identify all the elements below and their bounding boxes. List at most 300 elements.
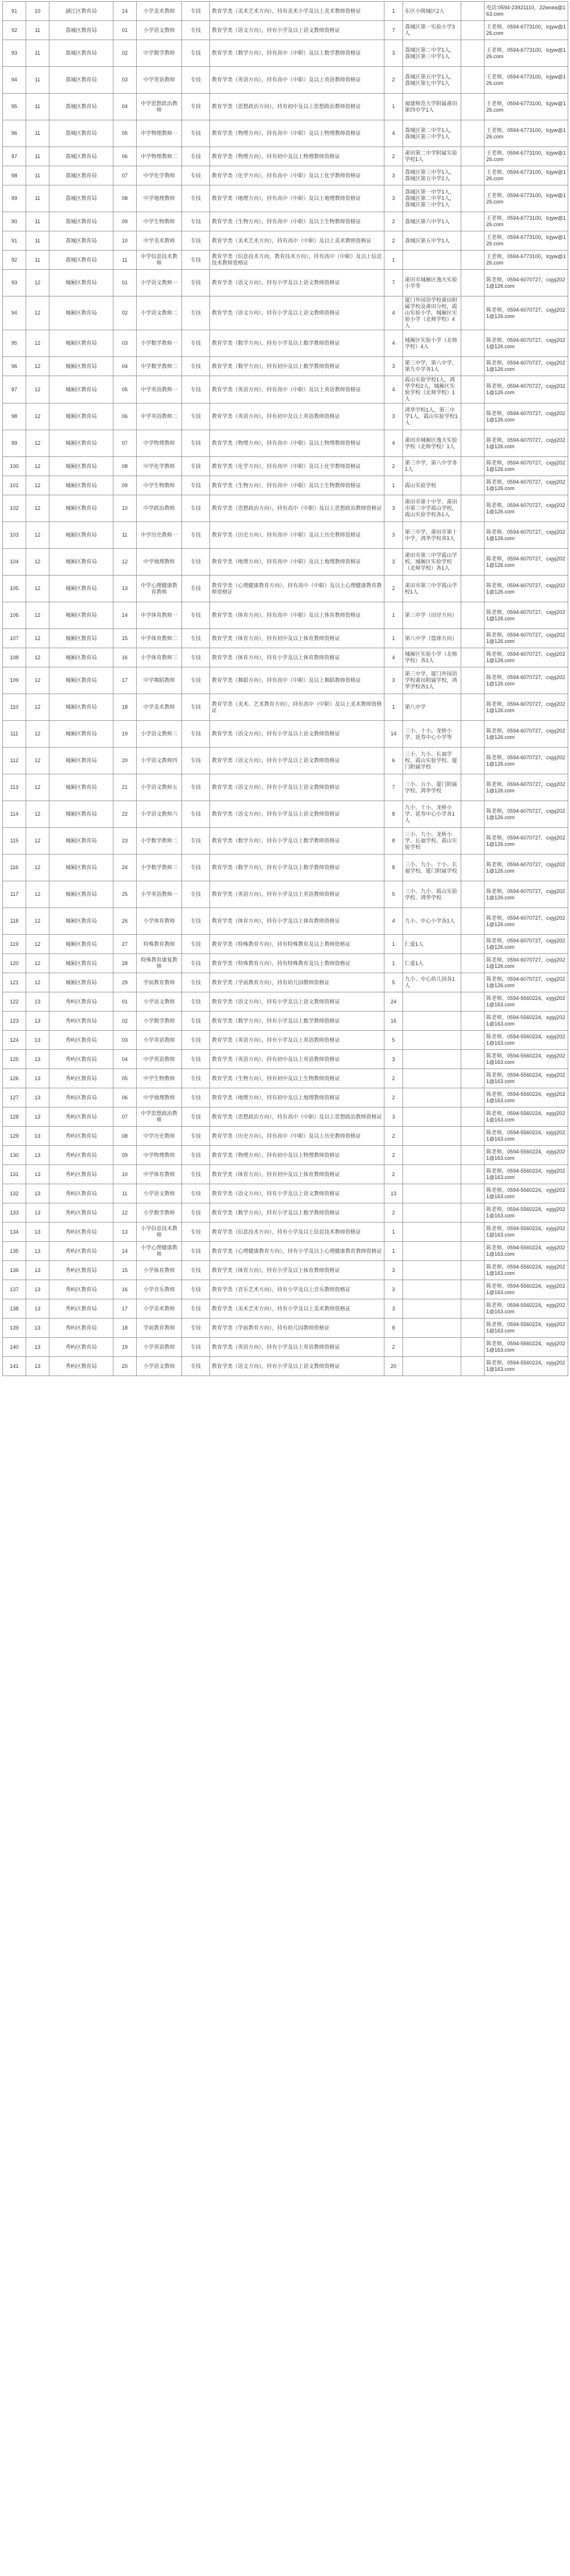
headcount-cell: 2: [384, 1165, 403, 1184]
post-category-cell: 专技: [182, 120, 210, 147]
remarks-cell: [461, 476, 484, 495]
table-row: [3, 1069, 568, 1088]
contact-cell: 陈老师，0594-6070727，cxjyj2021@126.com: [484, 403, 568, 430]
post-code-cell: 02: [113, 296, 137, 330]
hiring-unit-cell: 秀屿区教育局: [49, 1088, 113, 1107]
post-category-cell: 专技: [182, 522, 210, 549]
remarks-cell: [461, 721, 484, 748]
hiring-unit-cell: 秀屿区教育局: [49, 1299, 113, 1319]
post-code-cell: 04: [113, 1050, 137, 1069]
post-code-cell: 10: [113, 1165, 137, 1184]
requirements-cell: 教育学类（生物方向），持有高中（中职）及以上生物教师资格证: [210, 476, 384, 495]
table-row: [3, 522, 568, 549]
post-name-cell: 中学物理教师: [137, 1146, 182, 1165]
table-row: [3, 1280, 568, 1299]
post-name-cell: 特殊教育康复教师: [137, 954, 182, 973]
row-number-cell: 95: [3, 94, 26, 120]
contact-cell: 陈老师，0594-6070727，cxjyj2021@126.com: [484, 522, 568, 549]
post-category-cell: 专技: [182, 1165, 210, 1184]
table-row: [3, 2, 568, 21]
hiring-unit-cell: 城厢区教育局: [49, 667, 113, 694]
post-name-cell: 中学物理教师: [137, 430, 182, 457]
contact-cell: 陈老师，0594-6070727，cxjyj2021@126.com: [484, 908, 568, 935]
row-number-cell: 101: [3, 476, 26, 495]
row-number-cell: 94: [3, 296, 26, 330]
hiring-unit-cell: 城厢区教育局: [49, 476, 113, 495]
hiring-unit-cell: 秀屿区教育局: [49, 1127, 113, 1146]
remarks-cell: [461, 1088, 484, 1107]
requirements-cell: 教育学类（数学方向），持有小学及以上数学教师资格证: [210, 855, 384, 881]
headcount-cell: 5: [384, 973, 403, 992]
headcount-cell: 4: [384, 648, 403, 667]
headcount-cell: 3: [384, 1280, 403, 1299]
requirements-cell: 教育学类（物理方向），持有高中（中职）及以上物理教师资格证: [210, 430, 384, 457]
remarks-cell: [461, 376, 484, 403]
unit-code-cell: 13: [26, 1107, 49, 1127]
row-number-cell: 131: [3, 1165, 26, 1184]
headcount-cell: 3: [384, 522, 403, 549]
contact-cell: 王老师，0594-6773100，lcjyw@126.com: [484, 251, 568, 270]
remarks-cell: [461, 549, 484, 576]
contact-cell: 王老师，0594-6773100，lcjyw@126.com: [484, 185, 568, 212]
row-number-cell: 118: [3, 908, 26, 935]
hiring-unit-cell: 城厢区教育局: [49, 296, 113, 330]
row-number-cell: 93: [3, 270, 26, 296]
contact-cell: 陈老师，0594-6070727，cxjyj2021@126.com: [484, 376, 568, 403]
headcount-cell: 8: [384, 1319, 403, 1338]
school-note-cell: 莆田市城厢区逸夫实验学校（北师学校）1人: [403, 430, 461, 457]
contact-cell: 陈老师，0594-6070727，cxjyj2021@126.com: [484, 270, 568, 296]
post-code-cell: 06: [113, 147, 137, 166]
post-name-cell: 中学美术教师: [137, 694, 182, 721]
row-number-cell: 136: [3, 1261, 26, 1280]
headcount-cell: 20: [384, 1357, 403, 1376]
remarks-cell: [461, 908, 484, 935]
unit-code-cell: 13: [26, 1184, 49, 1203]
requirements-cell: 教育学类（数学方向），持有小学及以上数学教师资格证: [210, 1012, 384, 1031]
hiring-unit-cell: 秀屿区教育局: [49, 1280, 113, 1299]
headcount-cell: 1: [384, 954, 403, 973]
requirements-cell: 教育学类（体育方向），持有初中及以上体育教师资格证: [210, 1165, 384, 1184]
row-number-cell: 125: [3, 1050, 26, 1069]
post-name-cell: 小学语文教师: [137, 1357, 182, 1376]
remarks-cell: [461, 430, 484, 457]
contact-cell: 陈老师，0594-5560224，xyjyj2021@163.com: [484, 1146, 568, 1165]
post-category-cell: 专技: [182, 495, 210, 522]
requirements-cell: 教育学类（英语方向），持有高中（中职）及以上英语教师资格证: [210, 67, 384, 94]
requirements-cell: 教育学类（语文方向），持有小学及以上语文教师资格证: [210, 992, 384, 1012]
post-name-cell: 小学英语教师: [137, 1031, 182, 1050]
remarks-cell: [461, 1127, 484, 1146]
school-note-cell: 荔城区第二中学1人，荔城区第三中学1人: [403, 40, 461, 67]
unit-code-cell: 10: [26, 2, 49, 21]
contact-cell: 陈老师，0594-6070727，cxjyj2021@126.com: [484, 881, 568, 908]
post-code-cell: 15: [113, 629, 137, 648]
row-number-cell: 97: [3, 147, 26, 166]
school-note-cell: [403, 1088, 461, 1107]
row-number-cell: 108: [3, 648, 26, 667]
unit-code-cell: 12: [26, 495, 49, 522]
school-note-cell: [403, 992, 461, 1012]
hiring-unit-cell: 秀屿区教育局: [49, 1107, 113, 1127]
unit-code-cell: 12: [26, 801, 49, 828]
row-number-cell: 128: [3, 1107, 26, 1127]
unit-code-cell: 13: [26, 1146, 49, 1165]
post-name-cell: 中学英语教师一: [137, 376, 182, 403]
remarks-cell: [461, 1299, 484, 1319]
post-category-cell: 专技: [182, 1261, 210, 1280]
post-name-cell: 小学语文教师二: [137, 296, 182, 330]
unit-code-cell: 12: [26, 721, 49, 748]
post-category-cell: 专技: [182, 1299, 210, 1319]
hiring-unit-cell: 城厢区教育局: [49, 430, 113, 457]
post-name-cell: 中学政治教师: [137, 495, 182, 522]
recruitment-table: [2, 1, 568, 1376]
remarks-cell: [461, 1280, 484, 1299]
row-number-cell: 117: [3, 881, 26, 908]
table-row: [3, 21, 568, 40]
post-code-cell: 21: [113, 774, 137, 801]
row-number-cell: 134: [3, 1223, 26, 1242]
post-name-cell: 中学化学教师: [137, 166, 182, 185]
table-row: [3, 357, 568, 376]
post-category-cell: 专技: [182, 94, 210, 120]
post-name-cell: 中学美术教师: [137, 231, 182, 251]
post-code-cell: 20: [113, 1357, 137, 1376]
post-code-cell: 02: [113, 1012, 137, 1031]
school-note-cell: 莆田市第十中学、莆田市第三中学霞山学校，霞山实验学校各1人: [403, 495, 461, 522]
hiring-unit-cell: 城厢区教育局: [49, 694, 113, 721]
headcount-cell: 2: [384, 1127, 403, 1146]
post-category-cell: 专技: [182, 147, 210, 166]
school-note-cell: 莆田市第三中学霞山学校，城厢区实验学校（北师学校）各1人: [403, 549, 461, 576]
school-note-cell: [403, 1127, 461, 1146]
requirements-cell: 教育学类（美术艺术方向），持有美术小学及以上美术教师资格证: [210, 2, 384, 21]
post-name-cell: 小学语文教师三: [137, 721, 182, 748]
remarks-cell: [461, 1031, 484, 1050]
post-code-cell: 05: [113, 120, 137, 147]
unit-code-cell: 11: [26, 212, 49, 231]
remarks-cell: [461, 576, 484, 602]
hiring-unit-cell: 城厢区教育局: [49, 748, 113, 774]
row-number-cell: 124: [3, 1031, 26, 1050]
remarks-cell: [461, 881, 484, 908]
remarks-cell: [461, 1069, 484, 1088]
post-name-cell: 中学物理教师二: [137, 147, 182, 166]
post-code-cell: 06: [113, 1088, 137, 1107]
row-number-cell: 129: [3, 1127, 26, 1146]
hiring-unit-cell: 城厢区教育局: [49, 330, 113, 357]
school-note-cell: 荔城区第五中学1人: [403, 231, 461, 251]
headcount-cell: 3: [384, 166, 403, 185]
headcount-cell: 2: [384, 1146, 403, 1165]
post-category-cell: 专技: [182, 1223, 210, 1242]
row-number-cell: 123: [3, 1012, 26, 1031]
headcount-cell: 2: [384, 1088, 403, 1107]
hiring-unit-cell: 秀屿区教育局: [49, 1031, 113, 1050]
table-body: [3, 2, 568, 1376]
row-number-cell: 91: [3, 231, 26, 251]
post-category-cell: 专技: [182, 296, 210, 330]
headcount-cell: 4: [384, 376, 403, 403]
post-name-cell: 小学信息技术教师: [137, 1223, 182, 1242]
row-number-cell: 137: [3, 1280, 26, 1299]
school-note-cell: [403, 1280, 461, 1299]
headcount-cell: 24: [384, 992, 403, 1012]
remarks-cell: [461, 457, 484, 476]
post-code-cell: 07: [113, 430, 137, 457]
unit-code-cell: 12: [26, 296, 49, 330]
remarks-cell: [461, 251, 484, 270]
post-category-cell: 专技: [182, 1319, 210, 1338]
requirements-cell: 教育学类（舞蹈方向），持有高中（中职）及以上舞蹈教师资格证: [210, 667, 384, 694]
headcount-cell: 3: [384, 1261, 403, 1280]
post-code-cell: 08: [113, 457, 137, 476]
table-row: [3, 1088, 568, 1107]
row-number-cell: 96: [3, 120, 26, 147]
hiring-unit-cell: 荔城区教育局: [49, 166, 113, 185]
hiring-unit-cell: 城厢区教育局: [49, 954, 113, 973]
remarks-cell: [461, 1261, 484, 1280]
post-name-cell: 中学英语教师二: [137, 403, 182, 430]
post-code-cell: 07: [113, 1107, 137, 1127]
row-number-cell: 102: [3, 495, 26, 522]
headcount-cell: 2: [384, 1203, 403, 1223]
post-category-cell: 专技: [182, 1107, 210, 1127]
remarks-cell: [461, 954, 484, 973]
headcount-cell: 8: [384, 801, 403, 828]
school-note-cell: 三小、九小、霞山实验学校、鸿华学校: [403, 881, 461, 908]
hiring-unit-cell: 荔城区教育局: [49, 40, 113, 67]
row-number-cell: 126: [3, 1069, 26, 1088]
post-category-cell: 专技: [182, 881, 210, 908]
remarks-cell: [461, 94, 484, 120]
post-code-cell: 11: [113, 1184, 137, 1203]
school-note-cell: [403, 1146, 461, 1165]
post-code-cell: 01: [113, 992, 137, 1012]
post-category-cell: 专技: [182, 774, 210, 801]
school-note-cell: [403, 1031, 461, 1050]
contact-cell: 陈老师，0594-6070727，cxjyj2021@126.com: [484, 330, 568, 357]
hiring-unit-cell: 秀屿区教育局: [49, 1223, 113, 1242]
hiring-unit-cell: 荔城区教育局: [49, 212, 113, 231]
contact-cell: 陈老师，0594-6070727，cxjyj2021@126.com: [484, 855, 568, 881]
remarks-cell: [461, 694, 484, 721]
post-code-cell: 18: [113, 1319, 137, 1338]
hiring-unit-cell: 秀屿区教育局: [49, 1242, 113, 1261]
table-row: [3, 376, 568, 403]
post-code-cell: 13: [113, 576, 137, 602]
school-note-cell: [403, 1223, 461, 1242]
row-number-cell: 104: [3, 549, 26, 576]
post-category-cell: 专技: [182, 1012, 210, 1031]
hiring-unit-cell: 荔城区教育局: [49, 21, 113, 40]
post-category-cell: 专技: [182, 1184, 210, 1203]
post-category-cell: 专技: [182, 549, 210, 576]
post-code-cell: 19: [113, 1338, 137, 1357]
unit-code-cell: 13: [26, 1319, 49, 1338]
remarks-cell: [461, 357, 484, 376]
row-number-cell: 100: [3, 457, 26, 476]
school-note-cell: [403, 1357, 461, 1376]
hiring-unit-cell: 荔城区教育局: [49, 185, 113, 212]
requirements-cell: 教育学类（美术艺术方向），持有高中（中职）及以上美术教师资格证: [210, 231, 384, 251]
requirements-cell: 教育学类（心理健康教育方向），持有小学及以上心理健康教育教师资格证: [210, 1242, 384, 1261]
table-row: [3, 147, 568, 166]
post-code-cell: 09: [113, 212, 137, 231]
row-number-cell: 92: [3, 21, 26, 40]
post-name-cell: 中学心理健康教育教师: [137, 576, 182, 602]
requirements-cell: 教育学类（体育方向），持有小学及以上体育教师资格证: [210, 908, 384, 935]
headcount-cell: 7: [384, 774, 403, 801]
remarks-cell: [461, 992, 484, 1012]
headcount-cell: 4: [384, 430, 403, 457]
row-number-cell: 133: [3, 1203, 26, 1223]
requirements-cell: 教育学类（化学方向），持有高中（中职）及以上化学教师资格证: [210, 166, 384, 185]
table-row: [3, 1146, 568, 1165]
table-row: [3, 648, 568, 667]
requirements-cell: 教育学类（生物方向），持有高中（中职）及以上生物教师资格证: [210, 212, 384, 231]
table-row: [3, 476, 568, 495]
hiring-unit-cell: 城厢区教育局: [49, 457, 113, 476]
post-name-cell: 小学英语教师一: [137, 881, 182, 908]
table-row: [3, 166, 568, 185]
post-category-cell: 专技: [182, 992, 210, 1012]
unit-code-cell: 12: [26, 357, 49, 376]
row-number-cell: 114: [3, 801, 26, 828]
unit-code-cell: 11: [26, 67, 49, 94]
post-category-cell: 专技: [182, 1031, 210, 1050]
row-number-cell: 119: [3, 935, 26, 954]
hiring-unit-cell: 城厢区教育局: [49, 973, 113, 992]
remarks-cell: [461, 330, 484, 357]
hiring-unit-cell: 秀屿区教育局: [49, 1203, 113, 1223]
hiring-unit-cell: 城厢区教育局: [49, 828, 113, 855]
table-row: [3, 67, 568, 94]
table-row: [3, 549, 568, 576]
school-note-cell: 东区小级城区2人: [403, 2, 461, 21]
school-note-cell: 霞山实验学校: [403, 476, 461, 495]
table-row: [3, 855, 568, 881]
requirements-cell: 教育学类（思想政治方向），持有高中（中职）及以上思想政治教师资格证: [210, 495, 384, 522]
requirements-cell: 教育学类（数学方向），持有高中（中职）及以上数学教师资格证: [210, 40, 384, 67]
school-note-cell: 三小、九小、龙桥小学、长福学校、霞山实验学校: [403, 828, 461, 855]
remarks-cell: [461, 67, 484, 94]
row-number-cell: 103: [3, 522, 26, 549]
post-name-cell: 中学信息技术教师: [137, 251, 182, 270]
remarks-cell: [461, 1357, 484, 1376]
unit-code-cell: 13: [26, 1031, 49, 1050]
post-code-cell: 15: [113, 1261, 137, 1280]
post-category-cell: 专技: [182, 21, 210, 40]
post-code-cell: 09: [113, 1146, 137, 1165]
post-name-cell: 小学美术教师: [137, 2, 182, 21]
requirements-cell: 教育学类（语文方向），持有小学及以上语文教师资格证: [210, 721, 384, 748]
unit-code-cell: 12: [26, 270, 49, 296]
remarks-cell: [461, 231, 484, 251]
remarks-cell: [461, 166, 484, 185]
hiring-unit-cell: 城厢区教育局: [49, 935, 113, 954]
post-name-cell: 小学语文教师五: [137, 774, 182, 801]
row-number-cell: 112: [3, 748, 26, 774]
row-number-cell: 139: [3, 1319, 26, 1338]
remarks-cell: [461, 1223, 484, 1242]
post-code-cell: 16: [113, 648, 137, 667]
row-number-cell: 94: [3, 67, 26, 94]
hiring-unit-cell: 荔城区教育局: [49, 251, 113, 270]
unit-code-cell: 12: [26, 935, 49, 954]
post-category-cell: 专技: [182, 403, 210, 430]
headcount-cell: 16: [384, 1012, 403, 1031]
table-row: [3, 935, 568, 954]
remarks-cell: [461, 774, 484, 801]
post-category-cell: 专技: [182, 1357, 210, 1376]
post-code-cell: 05: [113, 1069, 137, 1088]
hiring-unit-cell: 涵江区教育局: [49, 2, 113, 21]
hiring-unit-cell: 城厢区教育局: [49, 576, 113, 602]
unit-code-cell: 11: [26, 251, 49, 270]
headcount-cell: 1: [384, 251, 403, 270]
requirements-cell: 教育学类（语文方向），持有小学及以上语文教师资格证: [210, 270, 384, 296]
contact-cell: 王老师，0594-6773100，lcjyw@126.com: [484, 147, 568, 166]
unit-code-cell: 12: [26, 908, 49, 935]
unit-code-cell: 13: [26, 1203, 49, 1223]
contact-cell: 陈老师，0594-5560224，xyjyj2021@163.com: [484, 1357, 568, 1376]
contact-cell: 陈老师，0594-5560224，xyjyj2021@163.com: [484, 1280, 568, 1299]
post-name-cell: 小学数学教师一: [137, 330, 182, 357]
requirements-cell: 教育学类（语文方向），持有小学及以上语文教师资格证: [210, 774, 384, 801]
contact-cell: 王老师，0594-6773100，lcjyw@126.com: [484, 231, 568, 251]
row-number-cell: 135: [3, 1242, 26, 1261]
table-row: [3, 576, 568, 602]
post-name-cell: 小学数学教师二: [137, 828, 182, 855]
requirements-cell: 教育学类（思想政治方向），持有高中（中职）及以上思想政治教师资格证: [210, 1107, 384, 1127]
contact-cell: 陈老师，0594-5560224，xyjyj2021@163.com: [484, 1319, 568, 1338]
contact-cell: 陈老师，0594-5560224，xyjyj2021@163.com: [484, 992, 568, 1012]
school-note-cell: 福建师范大学附属莆田第四中学1人: [403, 94, 461, 120]
post-code-cell: 14: [113, 1242, 137, 1261]
post-name-cell: 中学生物教师: [137, 476, 182, 495]
remarks-cell: [461, 667, 484, 694]
row-number-cell: 99: [3, 185, 26, 212]
contact-cell: 陈老师，0594-6070727，cxjyj2021@126.com: [484, 357, 568, 376]
post-name-cell: 小学数学教师: [137, 1012, 182, 1031]
school-note-cell: 三小、九小、十小、长福学校、厦门附属学校: [403, 855, 461, 881]
headcount-cell: 5: [384, 881, 403, 908]
contact-cell: 陈老师，0594-6070727，cxjyj2021@126.com: [484, 935, 568, 954]
headcount-cell: 3: [384, 185, 403, 212]
unit-code-cell: 12: [26, 549, 49, 576]
headcount-cell: 1: [384, 629, 403, 648]
post-category-cell: 专技: [182, 721, 210, 748]
remarks-cell: [461, 935, 484, 954]
hiring-unit-cell: 城厢区教育局: [49, 403, 113, 430]
contact-cell: 陈老师，0594-6070727，cxjyj2021@126.com: [484, 721, 568, 748]
unit-code-cell: 12: [26, 376, 49, 403]
school-note-cell: 第三中学，第八中学，第九中学各1人: [403, 357, 461, 376]
school-note-cell: 第三中学，莆田市第十中学，鸿华学校各1人: [403, 522, 461, 549]
post-category-cell: 专技: [182, 973, 210, 992]
post-code-cell: 12: [113, 549, 137, 576]
post-category-cell: 专技: [182, 376, 210, 403]
headcount-cell: 3: [384, 667, 403, 694]
table-row: [3, 120, 568, 147]
table-row: [3, 1050, 568, 1069]
post-code-cell: 04: [113, 357, 137, 376]
post-name-cell: 中学生物教师: [137, 1069, 182, 1088]
school-note-cell: 荔城区第三中学1人，荔城区第五中学2人: [403, 166, 461, 185]
school-note-cell: 莆田市城厢区逸夫实验小学等: [403, 270, 461, 296]
